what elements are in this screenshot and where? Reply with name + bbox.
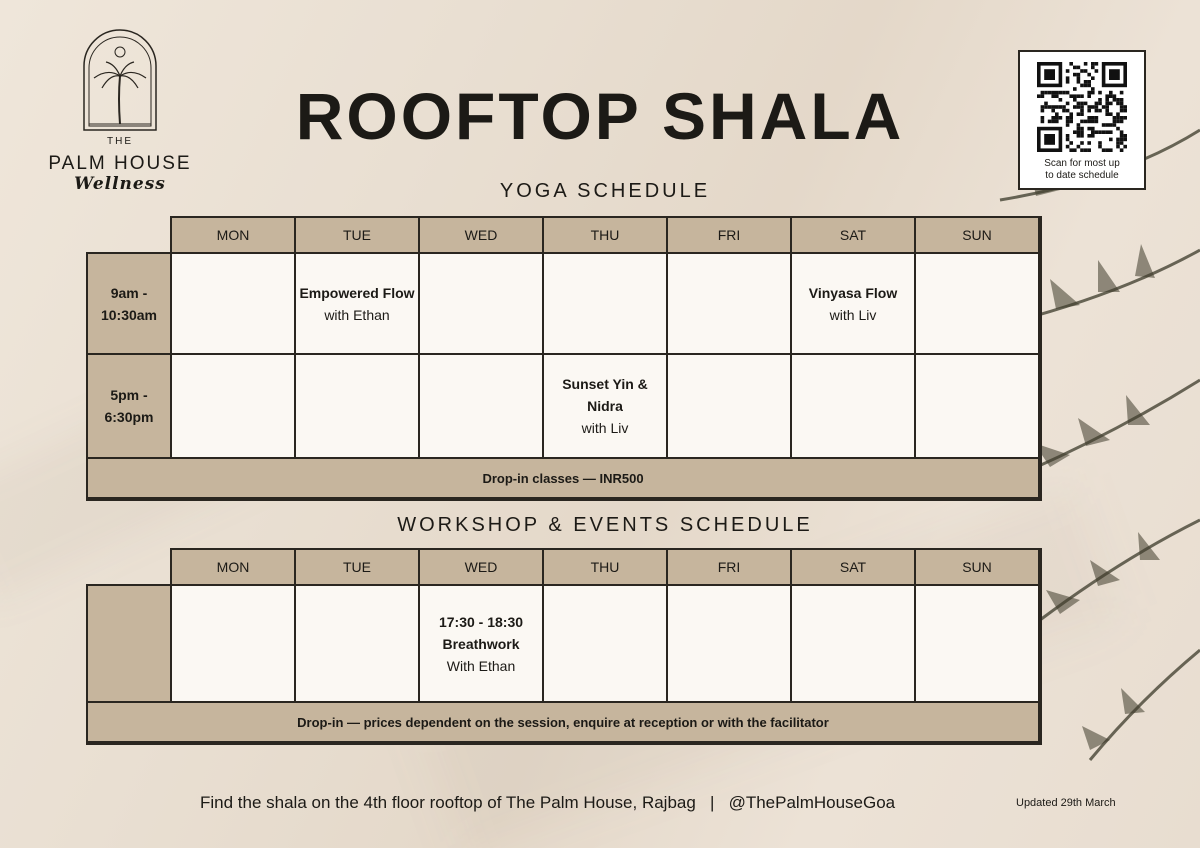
workshop-name: Breathwork xyxy=(442,635,520,652)
qr-code-panel[interactable] xyxy=(1018,50,1146,190)
day-header-fri: FRI xyxy=(667,217,791,253)
workshop-schedule-heading: WORKSHOP & EVENTS SCHEDULE xyxy=(397,514,813,536)
class-teacher: with Ethan xyxy=(324,306,390,323)
class-teacher: with Liv xyxy=(581,420,629,436)
qr-caption-line-2: to date schedule xyxy=(1045,170,1119,181)
qr-code-icon[interactable] xyxy=(1037,62,1127,152)
yoga-schedule-table xyxy=(86,216,1042,501)
workshop-teacher: With Ethan xyxy=(446,657,516,674)
table-row xyxy=(87,354,1039,458)
cell-thu-morning xyxy=(543,253,667,354)
time-end: 6:30pm xyxy=(104,409,154,425)
page-title: ROOFTOP SHALA xyxy=(295,79,905,153)
day-header-fri: FRI xyxy=(667,549,791,585)
cell-mon-morning xyxy=(171,253,295,354)
cell-fri-workshop xyxy=(667,585,791,702)
cell-mon-evening xyxy=(171,354,295,458)
class-name: Vinyasa Flow xyxy=(808,284,898,301)
class-teacher: with Liv xyxy=(829,306,877,323)
yoga-price-note: Drop-in classes — INR500 xyxy=(87,458,1039,498)
cell-fri-evening xyxy=(667,354,791,458)
time-start: 5pm - xyxy=(110,387,148,403)
time-end: 10:30am xyxy=(100,306,158,323)
table-row xyxy=(87,253,1039,354)
cell-mon-workshop xyxy=(171,585,295,702)
day-header-thu: THU xyxy=(543,549,667,585)
day-header-sat: SAT xyxy=(791,549,915,585)
time-slot-morning xyxy=(87,253,171,354)
updated-date: Updated 29th March xyxy=(1016,797,1116,809)
cell-wed-morning xyxy=(419,253,543,354)
cell-sun-morning xyxy=(915,253,1039,354)
day-header-wed: WED xyxy=(419,549,543,585)
cell-tue-workshop xyxy=(295,585,419,702)
day-header-tue: TUE xyxy=(295,549,419,585)
cell-thu-workshop xyxy=(543,585,667,702)
cell-tue-morning xyxy=(295,253,419,354)
day-header-mon: MON xyxy=(171,217,295,253)
day-header-sat: SAT xyxy=(791,217,915,253)
workshop-price-note: Drop-in — prices dependent on the session, enquire at reception or with the facilitator xyxy=(87,702,1039,742)
cell-wed-evening xyxy=(419,354,543,458)
cell-sat-evening xyxy=(791,354,915,458)
brand-prefix: THE xyxy=(107,136,133,147)
workshop-header-row xyxy=(87,549,1039,585)
day-header-tue: TUE xyxy=(295,217,419,253)
qr-caption xyxy=(1024,158,1140,182)
table-corner xyxy=(87,217,171,253)
brand-logo xyxy=(40,28,200,194)
time-slot-evening xyxy=(87,354,171,458)
class-name: Empowered Flow xyxy=(299,284,415,301)
yoga-header-row xyxy=(87,217,1039,253)
cell-fri-morning xyxy=(667,253,791,354)
cell-sat-morning xyxy=(791,253,915,354)
yoga-footer-row xyxy=(87,458,1039,498)
workshop-time: 17:30 - 18:30 xyxy=(438,613,524,630)
workshop-row-label xyxy=(87,585,171,702)
cell-sun-evening xyxy=(915,354,1039,458)
day-header-sun: SUN xyxy=(915,217,1039,253)
class-name-line-2: Nidra xyxy=(587,398,623,414)
yoga-schedule-heading: YOGA SCHEDULE xyxy=(499,180,711,202)
time-start: 9am - xyxy=(110,284,148,301)
cell-sun-workshop xyxy=(915,585,1039,702)
qr-caption-line-1: Scan for most up xyxy=(1044,158,1120,169)
brand-tagline: Wellness xyxy=(74,174,166,194)
palm-arch-logo-icon xyxy=(80,28,160,132)
day-header-mon: MON xyxy=(171,549,295,585)
workshop-schedule-table xyxy=(86,548,1042,745)
cell-thu-evening xyxy=(543,354,667,458)
cell-sat-workshop xyxy=(791,585,915,702)
day-header-sun: SUN xyxy=(915,549,1039,585)
table-corner xyxy=(87,549,171,585)
table-row xyxy=(87,585,1039,702)
class-name-line-1: Sunset Yin & xyxy=(562,376,648,392)
location-note: Find the shala on the 4th floor rooftop of The Palm House, Rajbag | @ThePalmHouseGoa xyxy=(200,793,896,812)
brand-name: PALM HOUSE xyxy=(48,153,192,174)
cell-wed-workshop xyxy=(419,585,543,702)
day-header-wed: WED xyxy=(419,217,543,253)
cell-tue-evening xyxy=(295,354,419,458)
day-header-thu: THU xyxy=(543,217,667,253)
workshop-footer-row xyxy=(87,702,1039,742)
